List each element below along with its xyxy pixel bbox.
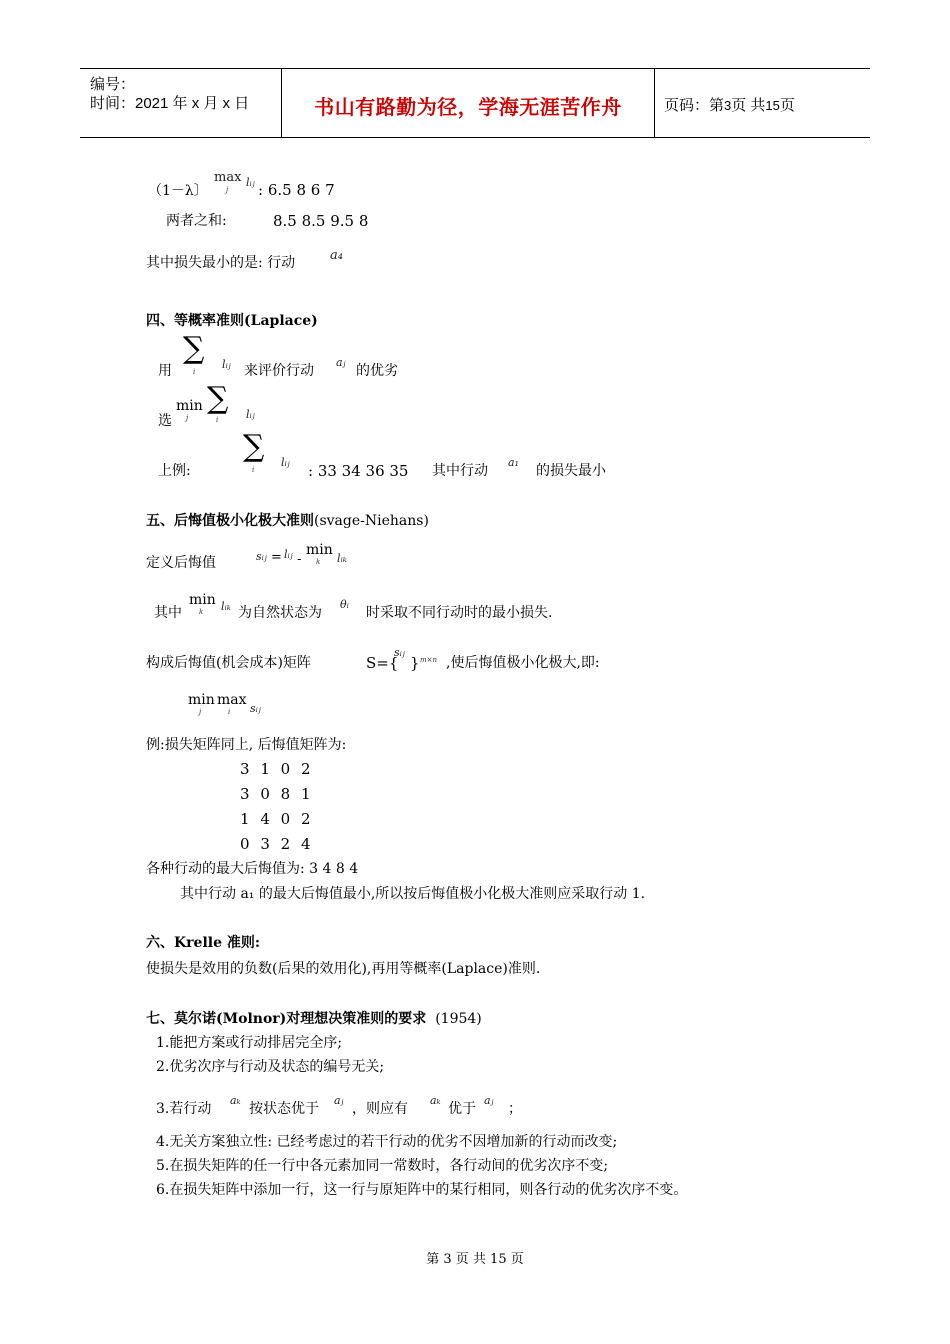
page-footer: 第 3 页 共 15 页 xyxy=(426,1252,524,1267)
sub-j-2: j xyxy=(199,708,202,716)
sub-i-3: i xyxy=(252,466,255,474)
a1-symbol: a₁ xyxy=(508,456,519,469)
row2-label: 两者之和: xyxy=(166,213,227,229)
example-text: 例:损失矩阵同上, 后悔值矩阵为: xyxy=(146,737,347,753)
sec4-values: : 33 34 36 35 xyxy=(308,462,409,480)
item-3-c: ，则应有 xyxy=(352,1101,408,1117)
a4-symbol: a₄ xyxy=(330,248,343,263)
sec6-text: 使损失是效用的负数(后果的效用化),再用等概率(Laplace)准则. xyxy=(146,961,541,977)
l-ij-3: lᵢⱼ xyxy=(281,456,290,469)
equals-sign: = xyxy=(271,550,282,565)
among-text: 其中 xyxy=(154,605,182,621)
item-6: 6.在损失矩阵中添加一行，这一行与原矩阵中的某行相同，则各行动的优劣次序不变。 xyxy=(156,1182,688,1198)
item-3-e: ； xyxy=(508,1101,522,1117)
max-op-2: max xyxy=(217,692,247,708)
min-op-2: min xyxy=(306,542,333,558)
item-3-a: 3.若行动 xyxy=(156,1101,212,1117)
l-ik-1: lᵢₖ xyxy=(221,600,231,613)
item-2: 2.优劣次序与行动及状态的编号无关; xyxy=(156,1059,385,1075)
sec6-title: 六、Krelle 准则: xyxy=(146,935,261,951)
min-op-1: min xyxy=(176,398,203,414)
sigma-3: ∑ xyxy=(243,429,265,464)
number-label: 编号： xyxy=(90,76,136,93)
mxn-sub: m×n xyxy=(420,656,438,664)
l-ij-1: lᵢⱼ xyxy=(222,358,231,371)
sigma-2: ∑ xyxy=(207,381,229,416)
motto: 书山有路勤为径，学海无涯苦作舟 xyxy=(314,95,622,119)
sec4-select: 选 xyxy=(158,413,172,429)
ak-2: aₖ xyxy=(430,1094,441,1107)
min-op-4: min xyxy=(188,692,215,708)
min-op-3: min xyxy=(189,592,216,608)
l-ij-def: lᵢⱼ xyxy=(284,548,293,561)
matrix-row-4: 0 3 2 4 xyxy=(240,835,311,853)
s-open: S={ xyxy=(366,654,399,672)
sec7-title: 七、莫尔诺(Molnor)对理想决策准则的要求 (1954) xyxy=(146,1011,482,1027)
ak-1: aₖ xyxy=(230,1094,241,1107)
l-ik-def: lᵢₖ xyxy=(337,552,347,565)
sub-k-1: k xyxy=(316,558,321,566)
sec4-use: 用 xyxy=(158,363,172,379)
sub-k-2: k xyxy=(199,608,204,616)
nat-state-text: 为自然状态为 xyxy=(238,605,322,621)
construct-text: 构成后悔值(机会成本)矩阵 xyxy=(146,655,311,671)
conclusion-text: 其中行动 a₁ 的最大后悔值最小,所以按后悔值极小化极大准则应采取行动 1. xyxy=(180,886,646,902)
item-1: 1.能把方案或行动排居完全序; xyxy=(156,1035,343,1051)
sub-j: j xyxy=(226,186,229,194)
matrix-row-2: 3 0 8 1 xyxy=(240,785,311,803)
sec4-eval: 来评价行动 xyxy=(244,363,314,379)
l-ij-2: lᵢⱼ xyxy=(246,408,255,421)
sec4-example: 上例: xyxy=(158,463,191,479)
sub-i-2: i xyxy=(216,416,219,424)
item-5: 5.在损失矩阵的任一行中各元素加同一常数时，各行动间的优劣次序不变; xyxy=(156,1158,609,1174)
aj-2: aⱼ xyxy=(334,1094,344,1107)
item-4: 4.无关方案独立性: 已经考虑过的若干行动的优劣不因增加新的行动而改变; xyxy=(156,1134,618,1150)
s-ij-minmax: sᵢⱼ xyxy=(250,702,261,715)
item-3-d: 优于 xyxy=(448,1101,476,1117)
page-indicator: 页码：第3页 共15页 xyxy=(664,97,795,114)
theta-i: θᵢ xyxy=(340,598,349,611)
sec5-title: 五、后悔值极小化极大准则(svage-Niehans) xyxy=(146,513,429,529)
sec4-action: 其中行动 xyxy=(432,463,488,479)
min-loss-desc: 时采取不同行动时的最小损失. xyxy=(366,605,553,621)
date-label: 时间：2021 年 x 月 x 日 xyxy=(90,95,250,112)
s-after: ,使后悔值极小化极大,即: xyxy=(446,655,600,671)
item-3-b: 按状态优于 xyxy=(249,1101,319,1117)
s-ij-matrix: sᵢⱼ xyxy=(394,646,405,659)
row2-values: 8.5 8.5 9.5 8 xyxy=(273,212,369,230)
matrix-row-1: 3 1 0 2 xyxy=(240,760,311,778)
sub-j-1: j xyxy=(186,414,189,422)
s-ij-def: sᵢⱼ xyxy=(256,550,267,563)
sub-i-4: i xyxy=(228,708,231,716)
max-op: max xyxy=(214,170,242,185)
sub-i-1: i xyxy=(193,368,196,376)
sec4-minloss: 的损失最小 xyxy=(536,463,606,479)
max-regret-text: 各种行动的最大后悔值为: 3 4 8 4 xyxy=(146,861,359,877)
aj-3: aⱼ xyxy=(484,1094,494,1107)
def-regret: 定义后悔值 xyxy=(146,555,216,571)
header-center xyxy=(281,69,655,137)
header-left xyxy=(80,69,280,137)
minus-sign: - xyxy=(297,552,302,567)
sec4-merit: 的优劣 xyxy=(356,363,398,379)
aj-1: aⱼ xyxy=(336,356,346,369)
matrix-row-3: 1 4 0 2 xyxy=(240,810,311,828)
sec4-title: 四、等概率准则(Laplace) xyxy=(146,313,318,329)
row1-prefix: （1－λ〕 xyxy=(148,183,208,199)
page-header xyxy=(80,68,870,138)
min-loss-text: 其中损失最小的是: 行动 xyxy=(146,255,296,271)
s-close: } xyxy=(410,654,420,672)
sigma-1: ∑ xyxy=(183,331,205,366)
header-right xyxy=(654,69,870,137)
row1-values: : 6.5 8 6 7 xyxy=(258,181,335,199)
l-ij: lᵢⱼ xyxy=(246,176,255,189)
